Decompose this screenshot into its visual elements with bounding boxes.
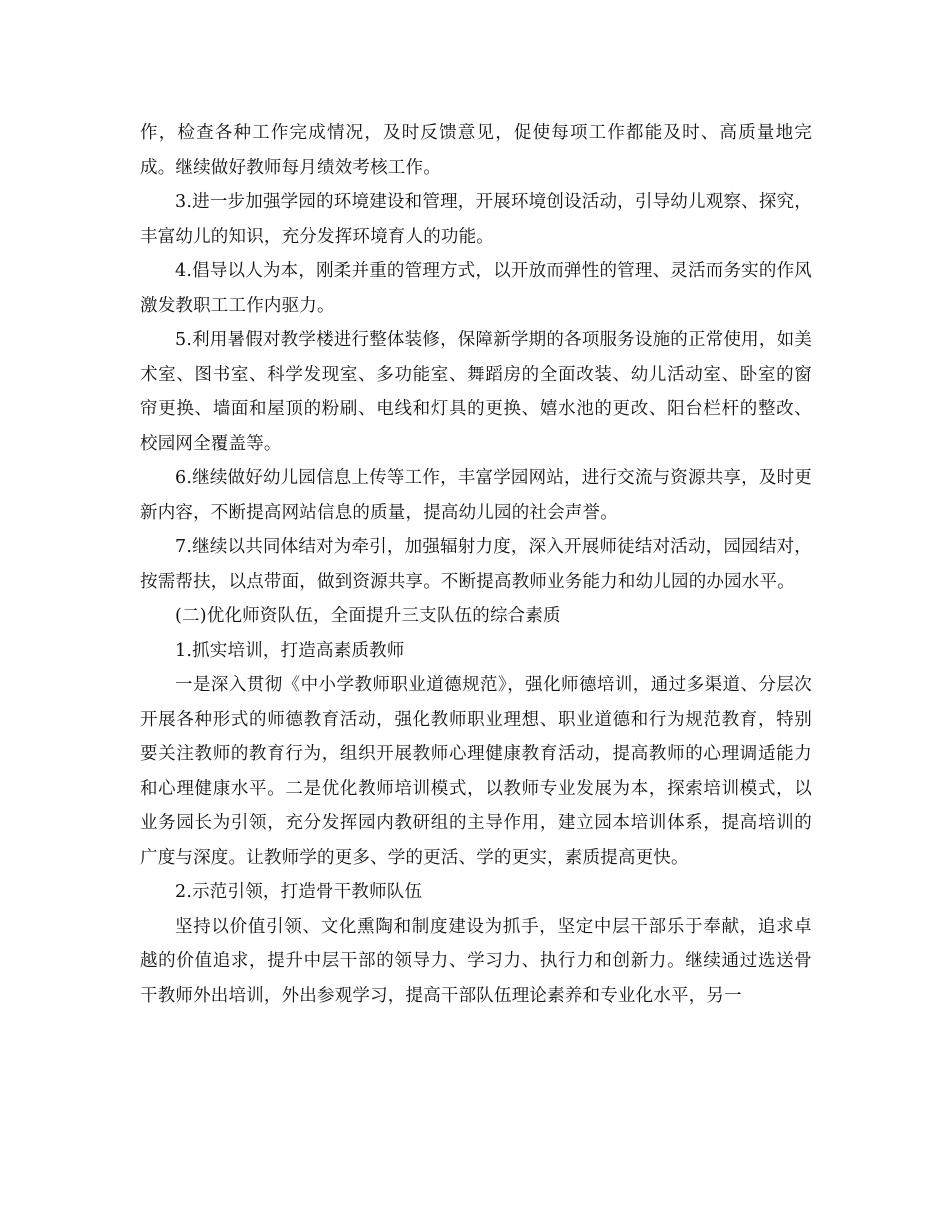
subheading-1: 1.抓实培训，打造高素质教师 <box>175 640 405 661</box>
paragraph-training: 一是深入贯彻《中小学教师职业道德规范》，强化师德培训，通过多渠道、分层次开展各种形式的师德教育活动，强化教师职业理想、职业道德和行为规范教育，特别要关注教师的教育行为，组织开展教师心理健康教育活动，提高教师的心理调适能力和心理健康水平。二是优化教师培训模式，以教师专业发展为本，探索培训模式，以业务园长为引领，充分发挥园内教研组的主导作用，建立园本培训体系，提高培训的广度与深度。让教师学的更多、学的更活、学的更实，素质提高更快。 <box>140 675 812 868</box>
paragraph-item-3: 3.进一步加强学园的环境建设和管理，开展环境创设活动，引导幼儿观察、探究，丰富幼儿的知识，充分发挥环境育人的功能。 <box>140 192 812 247</box>
paragraph-item-7: 7.继续以共同体结对为牵引，加强辐射力度，深入开展师徒结对活动，园园结对，按需帮扶，以点带面，做到资源共享。不断提高教师业务能力和幼儿园的办园水平。 <box>140 537 812 592</box>
paragraph-continuation: 作，检查各种工作完成情况，及时反馈意见，促使每项工作都能及时、高质量地完成。继续做好教师每月绩效考核工作。 <box>140 123 812 178</box>
paragraph-item-4: 4.倡导以人为本，刚柔并重的管理方式，以开放而弹性的管理、灵活而务实的作风激发教职工工作内驱力。 <box>140 261 812 316</box>
paragraph-leadership: 坚持以价值引领、文化熏陶和制度建设为抓手，坚定中层干部乐于奉献，追求卓越的价值追求，提升中层干部的领导力、学习力、执行力和创新力。继续通过选送骨干教师外出培训，外出参观学习，提高干部队伍理论素养和专业化水平，另一 <box>140 916 812 1006</box>
subheading-2: 2.示范引领，打造骨干教师队伍 <box>175 882 423 902</box>
paragraph-item-5: 5.利用暑假对教学楼进行整体装修，保障新学期的各项服务设施的正常使用，如美术室、图书室、科学发现室、多功能室、舞蹈房的全面改装、幼儿活动室、卧室的窗帘更换、墙面和屋顶的粉刷、电线和灯具的更换、嬉水池的更改、阳台栏杆的整改、校园网全覆盖等。 <box>140 330 812 454</box>
section-heading-2: (二)优化师资队伍，全面提升三支队伍的综合素质 <box>175 606 561 626</box>
document-body <box>140 116 812 1013</box>
paragraph-item-6: 6.继续做好幼儿园信息上传等工作，丰富学园网站，进行交流与资源共享，及时更新内容，不断提高网站信息的质量，提高幼儿园的社会声誉。 <box>140 468 812 523</box>
